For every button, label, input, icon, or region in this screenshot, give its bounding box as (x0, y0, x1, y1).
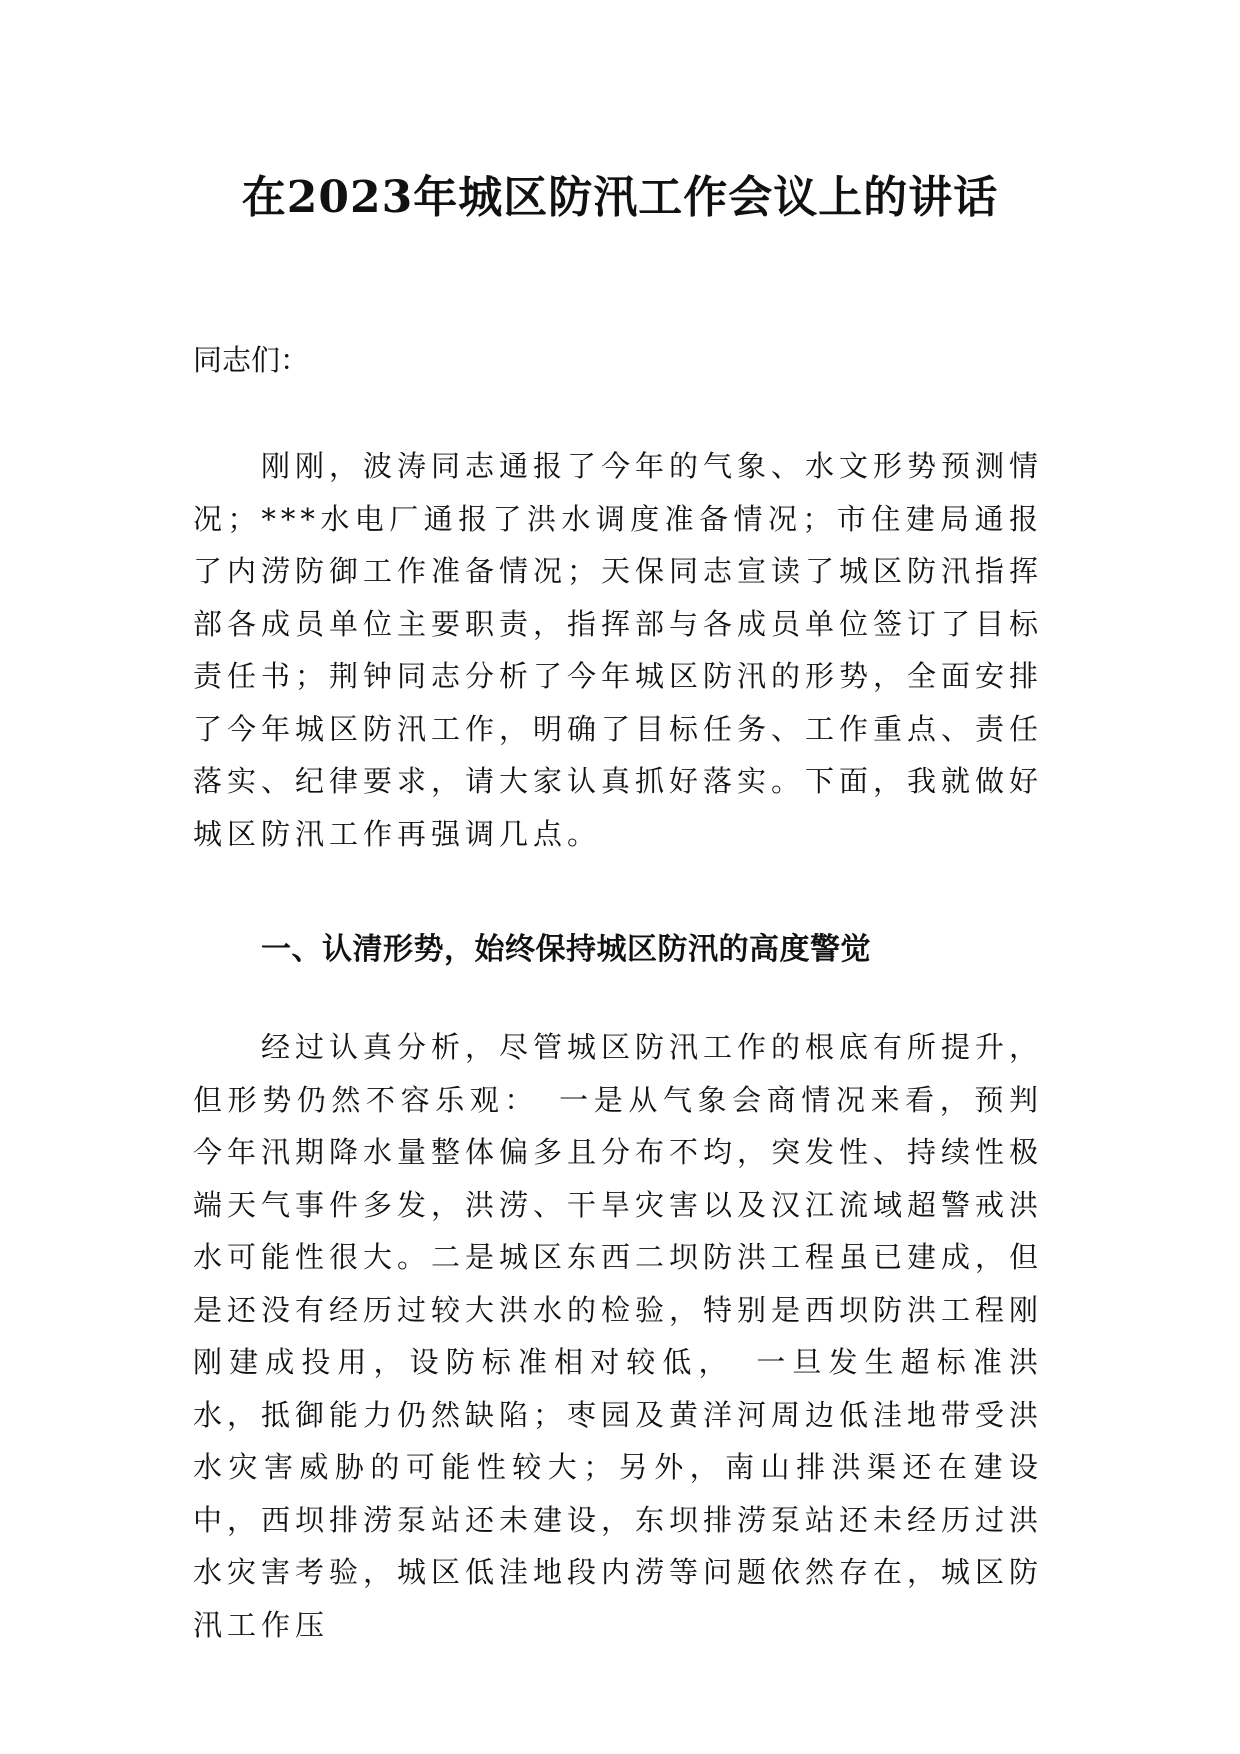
paragraph-intro: 刚刚，波涛同志通报了今年的气象、水文形势预测情况；***水电厂通报了洪水调度准备情况；市住建局通报了内涝防御工作准备情况；天保同志宣读了城区防汛指挥部各成员单位主要职责，指挥部与各成员单位签订了目标责任书；荆钟同志分析了今年城区防汛的形势，全面安排了今年城区防汛工作，明确了目标任务、工作重点、责任落实、纪律要求，请大家认真抓好落实。下面，我就做好城区防汛工作再强调几点。 (193, 449, 1044, 851)
document-title: 在2023年城区防汛工作会议上的讲话 (241, 172, 999, 223)
section-heading-1: 一、认清形势，始终保持城区防汛的高度警觉 (261, 932, 871, 967)
salutation: 同志们： (193, 343, 310, 377)
paragraph-situation: 经过认真分析，尽管城区防汛工作的根底有所提升，但形势仍然不容乐观： 一是从气象会商情况来看，预判今年汛期降水量整体偏多且分布不均，突发性、持续性极端天气事件多发，洪涝、干旱灾害以及汉江流域超警戒洪水可能性很大。二是城区东西二坝防洪工程虽已建成，但是还没有经历过较大洪水的检验，特别是西坝防洪工程刚刚建成投用，设防标准相对较低， 一旦发生超标准洪水，抵御能力仍然缺陷；枣园及黄洋河周边低洼地带受洪水灾害威胁的可能性较大；另外，南山排洪渠还在建设中，西坝排涝泵站还未建设，东坝排涝泵站还未经历过洪水灾害考验，城区低洼地段内涝等问题依然存在，城区防汛工作压 (193, 1030, 1044, 1642)
